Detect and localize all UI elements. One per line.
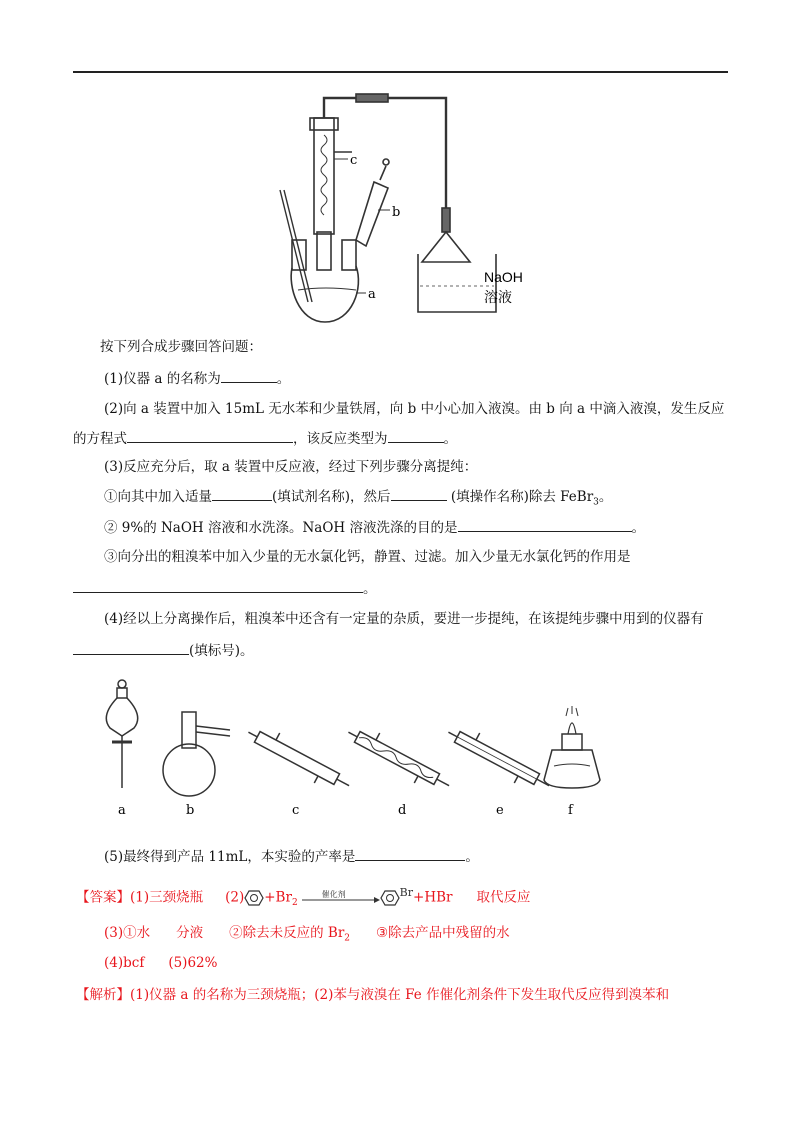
answer-3-3: ②除去未反应的 Br bbox=[229, 925, 345, 941]
label-a: a bbox=[368, 287, 376, 302]
q1-text: (1)仪器 a 的名称为 bbox=[104, 371, 221, 387]
question-3-line1: (3)反应充分后，取 a 装置中反应液，经过下列步骤分离提纯： bbox=[104, 459, 478, 475]
instrument-label-f: f bbox=[568, 803, 573, 818]
reaction-arrow bbox=[298, 889, 380, 907]
question-4-line2 bbox=[73, 640, 254, 660]
apparatus-figure bbox=[270, 90, 560, 330]
question-2-line2 bbox=[73, 428, 457, 448]
answer-2-sub: 2 bbox=[291, 898, 298, 909]
instrument-label-e: e bbox=[496, 803, 504, 818]
question-3-step3-blank-line bbox=[73, 578, 377, 598]
question-3-step3: ③向分出的粗溴苯中加入少量的无水氯化钙，静置、过滤。加入少量无水氯化钙的作用是 bbox=[104, 549, 631, 565]
question-4-line1: (4)经以上分离操作后，粗溴苯中还含有一定量的杂质，要进一步提纯，在该提纯步骤中用到的仪器有 bbox=[104, 611, 704, 627]
s1-sub: 3 bbox=[593, 497, 599, 508]
s1-mid: (填试剂名称)，然后 bbox=[272, 489, 391, 505]
answer-1: (1)三颈烧瓶 bbox=[130, 889, 204, 906]
q2-end: 。 bbox=[443, 431, 457, 447]
answer-2-pre: (2) bbox=[225, 889, 245, 906]
bromobenzene-ring-icon bbox=[380, 890, 400, 906]
catalyst-label: 催化剂 bbox=[321, 890, 346, 899]
s2-blank[interactable] bbox=[458, 517, 632, 532]
q2-text: 的方程式 bbox=[73, 431, 127, 447]
answer-3-3-sub: 2 bbox=[344, 933, 351, 944]
q1-end: 。 bbox=[276, 371, 291, 387]
instrument-label-a: a bbox=[118, 803, 126, 818]
answer-tag: 【答案】 bbox=[76, 889, 130, 906]
arrow-icon bbox=[298, 889, 380, 907]
question-1 bbox=[104, 368, 290, 388]
q5-text: (5)最终得到产品 11mL，本实验的产率是 bbox=[104, 849, 356, 865]
instrument-label-d: d bbox=[398, 803, 407, 818]
br-substituent: Br bbox=[399, 886, 414, 899]
q5-blank[interactable] bbox=[355, 846, 465, 861]
answer-line1 bbox=[76, 884, 530, 912]
q5-end: 。 bbox=[465, 849, 479, 865]
answer-4: (4)bcf bbox=[104, 955, 145, 971]
analysis-line bbox=[76, 986, 669, 1004]
answer-2-type: 取代反应 bbox=[476, 889, 531, 906]
analysis-tag: 【解析】 bbox=[76, 987, 130, 1003]
question-2-line1: (2)向 a 装置中加入 15mL 无水苯和少量铁屑，向 b 中小心加入液溴。由 b 向 a 中滴入液溴，发生反应 bbox=[104, 401, 725, 417]
q2-mid: ，该反应类型为 bbox=[293, 431, 388, 447]
naoh-label: NaOH bbox=[484, 269, 523, 285]
header-rule bbox=[73, 71, 728, 73]
instrument-label-b: b bbox=[186, 803, 195, 818]
q4-end: (填标号)。 bbox=[189, 643, 254, 659]
answer-2-br2: +Br bbox=[264, 889, 292, 906]
instrument-label-c: c bbox=[292, 803, 300, 818]
answer-3-1: (3)①水 bbox=[104, 925, 151, 941]
question-3-step2 bbox=[104, 517, 645, 537]
label-b: b bbox=[392, 205, 401, 220]
question-3-step1 bbox=[104, 486, 612, 512]
answer-5: (5)62% bbox=[168, 955, 218, 971]
answer-line3 bbox=[104, 954, 217, 972]
q2-blank-type[interactable] bbox=[388, 428, 444, 443]
answer-2-hbr: +HBr bbox=[413, 889, 453, 906]
analysis-text: (1)仪器 a 的名称为三颈烧瓶；(2)苯与液溴在 Fe 作催化剂条件下发生取代反应得到溴苯和 bbox=[130, 987, 670, 1003]
solution-label: 溶液 bbox=[484, 290, 512, 306]
intro-text: 按下列合成步骤回答问题： bbox=[100, 339, 262, 355]
benzene-ring-icon bbox=[244, 890, 264, 906]
q2-blank-equation[interactable] bbox=[127, 428, 293, 443]
s1-text: ①向其中加入适量 bbox=[104, 489, 212, 505]
s2-text: ② 9%的 NaOH 溶液和水洗涤。NaOH 溶液洗涤的目的是 bbox=[104, 520, 458, 536]
s1-end: 。 bbox=[598, 489, 613, 505]
question-5 bbox=[104, 846, 479, 866]
s3-end: 。 bbox=[363, 581, 377, 597]
s1-blank-operation[interactable] bbox=[391, 486, 447, 501]
s2-end: 。 bbox=[631, 520, 645, 536]
q4-blank[interactable] bbox=[73, 640, 189, 655]
s1-blank-reagent[interactable] bbox=[212, 486, 272, 501]
q1-blank[interactable] bbox=[221, 368, 277, 383]
instruments-figure bbox=[92, 676, 602, 821]
s1-post: (填操作名称)除去 FeBr bbox=[446, 489, 594, 505]
label-c: c bbox=[350, 153, 358, 168]
s3-blank[interactable] bbox=[73, 578, 363, 593]
answer-3-4: ③除去产品中残留的水 bbox=[376, 925, 510, 941]
answer-3-2: 分液 bbox=[176, 925, 204, 941]
answer-line2 bbox=[104, 924, 510, 948]
